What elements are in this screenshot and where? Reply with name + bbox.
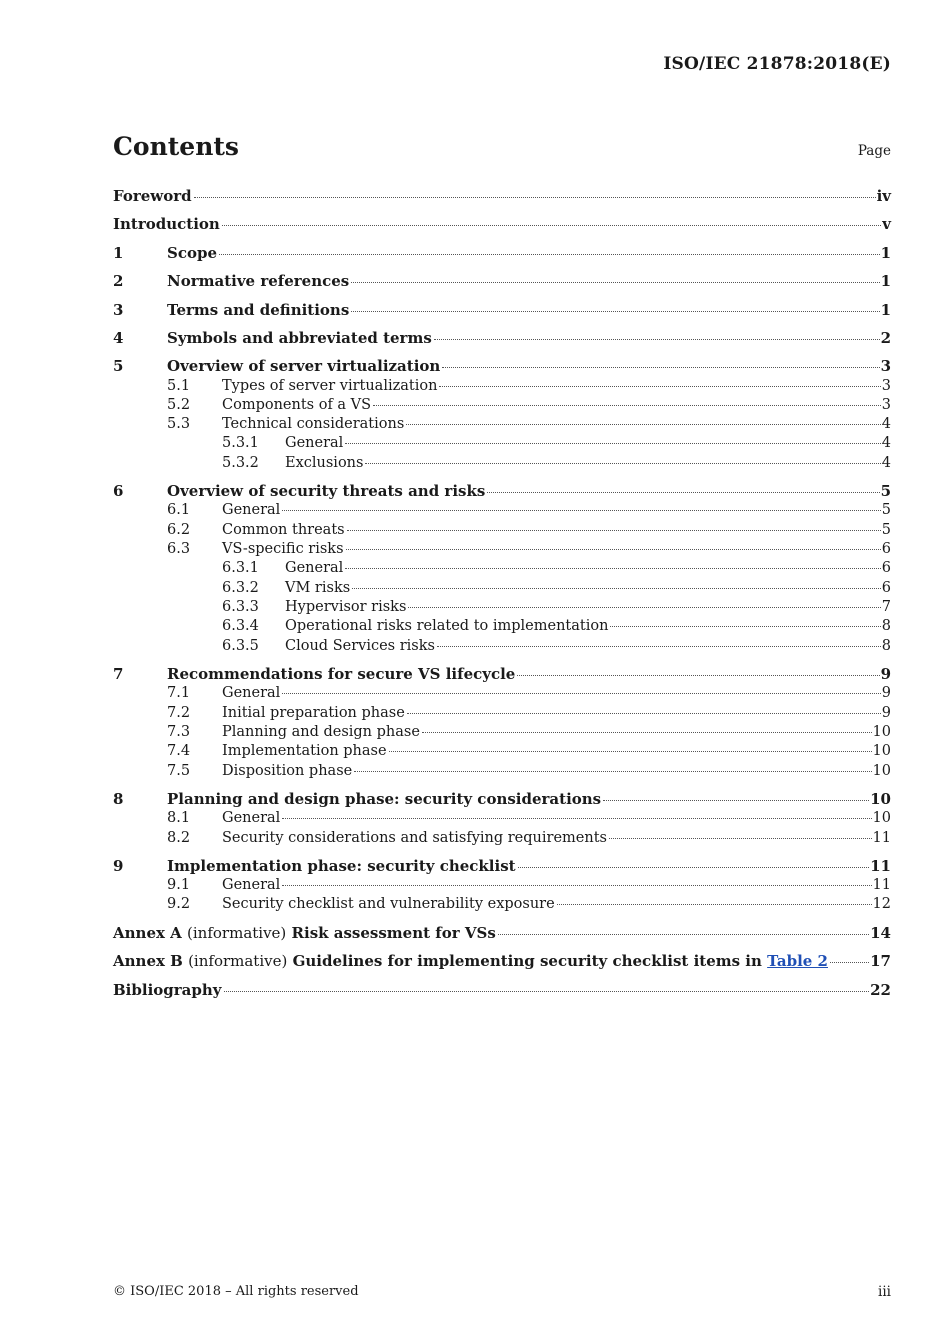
toc-entry-text: Planning and design phase: security considerations: [167, 790, 602, 808]
toc-entry-text: Hypervisor risks: [285, 599, 407, 615]
toc-entry-title: [222, 809, 280, 828]
toc-entry-title: [167, 665, 515, 684]
dot-leader: [219, 254, 880, 255]
toc-entry[interactable]: [113, 704, 891, 723]
toc-entry-text: Foreword: [113, 187, 192, 205]
toc-entry-number: 9.2: [167, 896, 191, 912]
toc-entry-text: VM risks: [285, 580, 351, 596]
toc-entry-number: 5.3: [167, 416, 191, 432]
toc-entry[interactable]: [113, 579, 891, 598]
toc-entry-text: Security considerations and satisfying requirements: [222, 830, 607, 846]
toc-entry[interactable]: [113, 377, 891, 396]
toc-entry-page: 3: [880, 357, 891, 375]
toc-entry-text: General: [285, 560, 344, 576]
toc-entry-number: 5.1: [167, 378, 191, 394]
toc-entry[interactable]: [113, 617, 891, 636]
toc-entry-text: Introduction: [113, 215, 220, 233]
dot-leader: [408, 607, 880, 608]
dot-leader: [282, 510, 880, 511]
page-number: iii: [878, 1284, 891, 1300]
toc-entry-title: [113, 952, 828, 971]
toc-entry-number: 5.3.2: [222, 455, 259, 471]
page-column-label: Page: [857, 143, 891, 159]
toc-entry-text: General: [222, 810, 281, 826]
toc-entry-title: [167, 244, 217, 263]
dot-leader: [351, 311, 879, 312]
toc-entry[interactable]: [113, 501, 891, 520]
document-id: ISO/IEC 21878:2018(E): [663, 54, 891, 74]
dot-leader: [373, 405, 881, 406]
toc-entry-text: Disposition phase: [222, 763, 353, 779]
toc-entry-number: 6.3.5: [222, 638, 259, 654]
toc-entry-title: [222, 377, 437, 396]
dot-leader: [498, 934, 869, 935]
dot-leader: [345, 568, 880, 569]
dot-leader: [222, 225, 881, 226]
toc-entry-page: 10: [872, 810, 891, 826]
toc-entry-number: 8.1: [167, 810, 191, 826]
toc-entry-number: 6.1: [167, 502, 191, 518]
dot-leader: [282, 885, 871, 886]
contents-heading: Contents: [113, 132, 240, 161]
toc-entry-text: Terms and definitions: [167, 301, 350, 319]
toc-entry[interactable]: [113, 482, 891, 501]
toc-entry-text: Common threats: [222, 522, 345, 538]
toc-entry-number: 5.2: [167, 397, 191, 413]
table-2-link[interactable]: Table 2: [767, 952, 828, 970]
copyright-notice: © ISO/IEC 2018 – All rights reserved: [113, 1284, 359, 1299]
dot-leader: [610, 626, 880, 627]
toc-entry-page: 4: [881, 416, 891, 432]
toc-entry-number: 7.3: [167, 724, 191, 740]
toc-entry-title: [167, 329, 432, 348]
toc-entry-page: 10: [872, 724, 891, 740]
toc-entry-title: [285, 637, 435, 656]
toc-entry[interactable]: [113, 790, 891, 809]
toc-entry-page: 11: [870, 857, 891, 875]
toc-entry-page: 3: [881, 378, 891, 394]
toc-entry-title: [285, 579, 350, 598]
toc-entry-title: [285, 617, 608, 636]
toc-entry-text: Types of server virtualization: [222, 378, 438, 394]
toc-entry-text: General: [222, 502, 281, 518]
toc-entry[interactable]: [113, 434, 891, 453]
toc-entry[interactable]: [113, 684, 891, 703]
toc-entry-text: Bibliography: [113, 981, 222, 999]
toc-entry[interactable]: [113, 876, 891, 895]
toc-entry[interactable]: [113, 187, 891, 206]
toc-entry[interactable]: [113, 809, 891, 828]
dot-leader: [609, 838, 872, 839]
dot-leader: [518, 867, 870, 868]
toc-entry-text: Implementation phase: [222, 743, 387, 759]
toc-entry-number: 7.1: [167, 685, 191, 701]
dot-leader: [282, 693, 880, 694]
toc-entry-text: Exclusions: [285, 455, 364, 471]
toc-entry-page: 9: [881, 685, 891, 701]
toc-entry-page: iv: [876, 187, 891, 205]
toc-entry-page: 2: [880, 329, 891, 347]
toc-entry[interactable]: [113, 723, 891, 742]
toc-entry-title: [113, 215, 220, 234]
toc-entry-page: 4: [881, 435, 891, 451]
annex-label: Annex A: [113, 924, 182, 942]
toc-entry-page: 10: [872, 763, 891, 779]
toc-entry-number: 6.3.1: [222, 560, 259, 576]
dot-leader: [830, 962, 869, 963]
toc-entry-number: 7.5: [167, 763, 191, 779]
toc-entry-page: 9: [880, 665, 891, 683]
toc-entry-number: 3: [113, 301, 124, 319]
toc-entry-number: 6.3: [167, 541, 191, 557]
toc-entry[interactable]: [113, 598, 891, 617]
toc-entry-title: [222, 501, 280, 520]
toc-entry-page: 22: [870, 981, 891, 999]
dot-leader: [346, 549, 881, 550]
toc-entry[interactable]: [113, 272, 891, 291]
toc-entry-text: General: [222, 685, 281, 701]
toc-entry-title: [167, 482, 485, 501]
toc-entry-title: [222, 895, 555, 914]
toc-entry-number: 5.3.1: [222, 435, 259, 451]
toc-entry[interactable]: [113, 244, 891, 263]
toc-entry-number: 1: [113, 244, 124, 262]
toc-entry-page: 8: [881, 618, 891, 634]
toc-entry-title: [222, 876, 280, 895]
dot-leader: [389, 751, 872, 752]
toc-entry-page: 5: [880, 482, 891, 500]
toc-entry[interactable]: [113, 742, 891, 761]
annex-note: (informative): [187, 924, 287, 942]
toc-entry-number: 9.1: [167, 877, 191, 893]
toc-entry-page: 17: [870, 952, 891, 970]
annex-label: Annex B: [113, 952, 183, 970]
toc-entry-text: Guidelines for implementing security checklist items in: [292, 952, 762, 970]
toc-entry-page: 1: [880, 244, 891, 262]
toc-entry[interactable]: [113, 924, 891, 943]
toc-entry-text: Normative references: [167, 272, 350, 290]
table-of-contents: [113, 0, 891, 1100]
toc-entry-text: Scope: [167, 244, 218, 262]
toc-entry[interactable]: [113, 329, 891, 348]
toc-entry-number: 7: [113, 665, 124, 683]
toc-entry[interactable]: [113, 665, 891, 684]
annex-note: (informative): [188, 952, 288, 970]
dot-leader: [422, 732, 872, 733]
toc-entry-text: Risk assessment for VSs: [291, 924, 496, 942]
toc-entry[interactable]: [113, 762, 891, 781]
toc-entry-page: 5: [881, 522, 891, 538]
toc-entry-text: Overview of security threats and risks: [167, 482, 486, 500]
dot-leader: [517, 675, 879, 676]
toc-entry-page: 1: [880, 272, 891, 290]
toc-entry[interactable]: [113, 952, 891, 971]
toc-entry-title: [222, 684, 280, 703]
toc-entry-page: 6: [881, 560, 891, 576]
toc-entry[interactable]: [113, 301, 891, 320]
toc-entry-text: Planning and design phase: [222, 724, 420, 740]
toc-entry-page: 10: [870, 790, 891, 808]
dot-leader: [407, 713, 881, 714]
toc-entry[interactable]: [113, 981, 891, 1000]
toc-entry-page: 3: [881, 397, 891, 413]
toc-entry-title: [113, 981, 222, 1000]
toc-entry-number: 2: [113, 272, 124, 290]
toc-entry-number: 5: [113, 357, 124, 375]
toc-entry-page: v: [882, 215, 891, 233]
toc-entry-number: 6: [113, 482, 124, 500]
toc-entry-text: Overview of server virtualization: [167, 357, 441, 375]
toc-entry-page: 6: [881, 541, 891, 557]
toc-entry-number: 6.2: [167, 522, 191, 538]
toc-entry-title: [222, 521, 345, 540]
toc-entry-number: 4: [113, 329, 124, 347]
dot-leader: [351, 282, 879, 283]
toc-entry-title: [222, 415, 404, 434]
dot-leader: [224, 991, 870, 992]
dot-leader: [603, 800, 869, 801]
toc-entry-title: [167, 301, 349, 320]
dot-leader: [347, 530, 881, 531]
toc-entry-title: [222, 540, 344, 559]
dot-leader: [439, 386, 880, 387]
toc-entry-title: [222, 704, 405, 723]
dot-leader: [557, 904, 872, 905]
toc-entry-page: 7: [881, 599, 891, 615]
toc-entry-title: [167, 272, 349, 291]
toc-entry-title: [222, 829, 607, 848]
toc-entry-number: 7.2: [167, 705, 191, 721]
toc-entry-number: 6.3.2: [222, 580, 259, 596]
toc-entry-text: General: [222, 877, 281, 893]
toc-entry-page: 12: [872, 896, 891, 912]
toc-entry-number: 9: [113, 857, 124, 875]
toc-entry-text: VS-specific risks: [222, 541, 344, 557]
toc-entry-title: [167, 790, 601, 809]
toc-entry[interactable]: [113, 215, 891, 234]
toc-entry[interactable]: [113, 559, 891, 578]
toc-entry-text: Security checklist and vulnerability exposure: [222, 896, 555, 912]
toc-entry[interactable]: [113, 521, 891, 540]
toc-entry[interactable]: [113, 396, 891, 415]
toc-entry-number: 7.4: [167, 743, 191, 759]
toc-entry-title: [167, 857, 516, 876]
toc-entry-text: Operational risks related to implementation: [285, 618, 609, 634]
toc-entry[interactable]: [113, 415, 891, 434]
dot-leader: [434, 339, 880, 340]
toc-entry[interactable]: [113, 540, 891, 559]
toc-entry[interactable]: [113, 357, 891, 376]
toc-entry-title: [285, 434, 343, 453]
toc-entry-text: Components of a VS: [222, 397, 372, 413]
toc-entry-text: Implementation phase: security checklist: [167, 857, 516, 875]
toc-entry-number: 6.3.3: [222, 599, 259, 615]
toc-entry-title: [222, 396, 371, 415]
dot-leader: [365, 463, 880, 464]
dot-leader: [437, 646, 881, 647]
toc-entry-page: 14: [870, 924, 891, 942]
toc-entry-page: 9: [881, 705, 891, 721]
toc-entry-title: [113, 187, 192, 206]
toc-entry-page: 6: [881, 580, 891, 596]
toc-entry-title: [222, 742, 387, 761]
toc-entry-page: 10: [872, 743, 891, 759]
dot-leader: [487, 492, 879, 493]
toc-entry-page: 8: [881, 638, 891, 654]
toc-entry-page: 5: [881, 502, 891, 518]
toc-entry-title: [285, 598, 406, 617]
toc-entry-text: Technical considerations: [222, 416, 405, 432]
toc-entry-text: Cloud Services risks: [285, 638, 435, 654]
dot-leader: [354, 771, 871, 772]
toc-entry-text: Initial preparation phase: [222, 705, 405, 721]
toc-entry-title: [222, 762, 352, 781]
toc-entry-title: [222, 723, 420, 742]
toc-entry[interactable]: [113, 857, 891, 876]
toc-entry-text: Symbols and abbreviated terms: [167, 329, 432, 347]
toc-entry-number: 6.3.4: [222, 618, 259, 634]
toc-entry-page: 4: [881, 455, 891, 471]
toc-entry[interactable]: [113, 637, 891, 656]
toc-entry-title: [285, 454, 363, 473]
dot-leader: [194, 197, 876, 198]
toc-entry-page: 11: [872, 877, 891, 893]
toc-entry-number: 8.2: [167, 830, 191, 846]
toc-entry-title: [285, 559, 343, 578]
toc-entry[interactable]: [113, 454, 891, 473]
toc-entry-title: [167, 357, 440, 376]
dot-leader: [345, 443, 880, 444]
toc-entry-title: [113, 924, 496, 943]
toc-entry-page: 1: [880, 301, 891, 319]
toc-entry-text: General: [285, 435, 344, 451]
dot-leader: [442, 367, 879, 368]
toc-entry-text: Recommendations for secure VS lifecycle: [167, 665, 516, 683]
dot-leader: [282, 818, 871, 819]
toc-entry[interactable]: [113, 895, 891, 914]
dot-leader: [406, 424, 881, 425]
dot-leader: [352, 588, 881, 589]
toc-entry-number: 8: [113, 790, 124, 808]
toc-entry-page: 11: [872, 830, 891, 846]
toc-entry[interactable]: [113, 829, 891, 848]
